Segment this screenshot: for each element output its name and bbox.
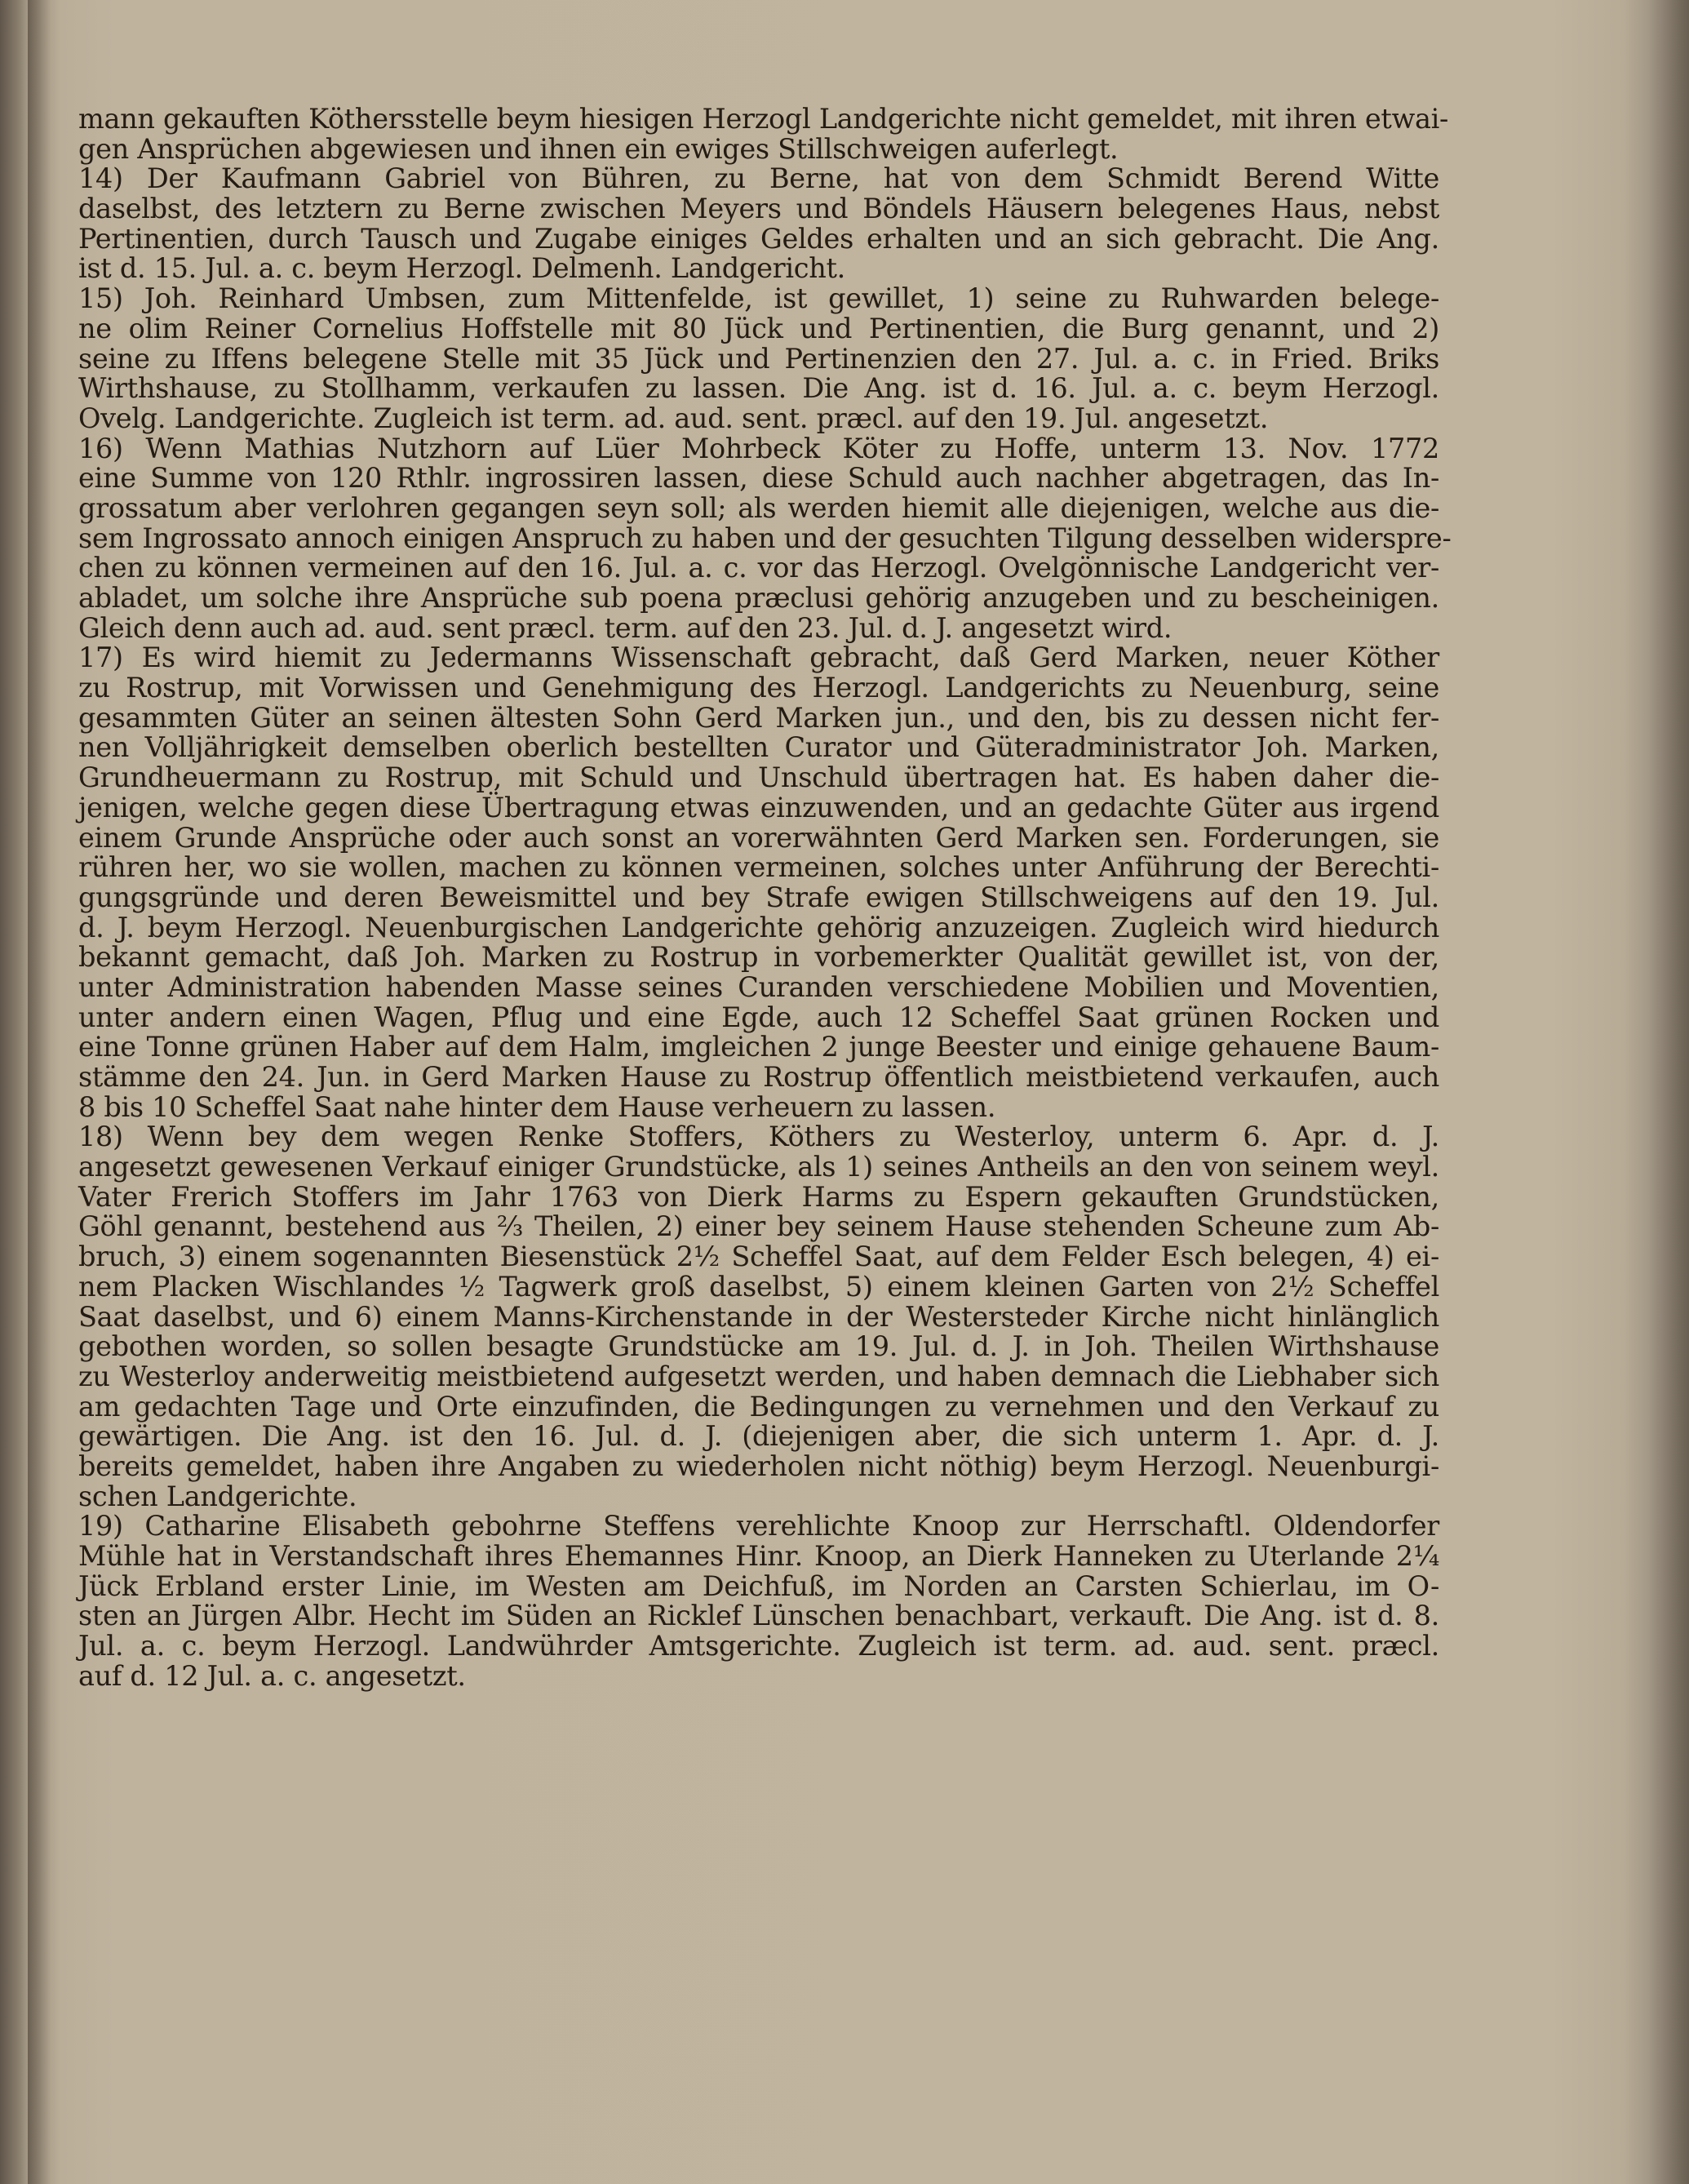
- text-line: gewärtigen. Die Ang. ist den 16. Jul. d. J. (diejenigen aber, die sich unterm 1. Apr. d. J.: [78, 1420, 1439, 1453]
- text-line: daselbst, des letztern zu Berne zwischen Meyers und Böndels Häusern belegenes Haus, nebst: [78, 193, 1439, 225]
- text-line: bekannt gemacht, daß Joh. Marken zu Rostrup in vorbemerkter Qualität gewillet ist, von der,: [78, 941, 1439, 974]
- text-line: ist d. 15. Jul. a. c. beym Herzogl. Delmenh. Landgericht.: [78, 252, 845, 285]
- text-line: Pertinentien, durch Tausch und Zugabe einiges Geldes erhalten und an sich gebracht. Die Ang.: [78, 222, 1439, 255]
- text-line: nem Placken Wischlandes ½ Tagwerk groß daselbst, 5) einem kleinen Garten von 2½ Scheffel: [78, 1270, 1439, 1303]
- text-line: chen zu können vermeinen auf den 16. Jul. a. c. vor das Herzogl. Ovelgönnische Landgericht ver-: [78, 552, 1439, 584]
- text-line: ne olim Reiner Cornelius Hoffstelle mit 80 Jück und Pertinentien, die Burg genannt, und 2): [78, 312, 1439, 344]
- text-line: jenigen, welche gegen diese Übertragung etwas einzuwenden, und an gedachte Güter aus irgend: [78, 791, 1439, 823]
- text-line: Mühle hat in Verstandschaft ihres Ehemannes Hinr. Knoop, an Dierk Hanneken zu Uterlande 2¼: [78, 1540, 1439, 1572]
- text-line: Wirthshause, zu Stollhamm, verkaufen zu lassen. Die Ang. ist d. 16. Jul. a. c. beym Herzogl.: [78, 372, 1439, 405]
- text-line: Göhl genannt, bestehend aus ⅔ Theilen, 2) einer bey seinem Hause stehenden Scheune zum Ab-: [78, 1210, 1439, 1243]
- text-line: gen Ansprüchen abgewiesen und ihnen ein ewiges Stillschweigen auferlegt.: [78, 132, 1119, 165]
- text-line: bruch, 3) einem sogenannten Biesenstück 2½ Scheffel Saat, auf dem Felder Esch belegen, 4) ei-: [78, 1241, 1439, 1273]
- text-line: d. J. beym Herzogl. Neuenburgischen Landgerichte gehörig anzuzeigen. Zugleich wird hiedurch: [78, 911, 1439, 943]
- text-line: 19) Catharine Elisabeth gebohrne Steffens verehlichte Knoop zur Herrschaftl. Oldendorfer: [78, 1510, 1439, 1543]
- text-line: abladet, um solche ihre Ansprüche sub poena præclusi gehörig anzugeben und zu bescheinigen.: [78, 582, 1439, 614]
- text-line: Grundheuermann zu Rostrup, mit Schuld und Unschuld übertragen hat. Es haben daher die-: [78, 761, 1439, 794]
- body-text: [78, 103, 1452, 1692]
- text-line: seine zu Iffens belegene Stelle mit 35 Jück und Pertinenzien den 27. Jul. a. c. in Fried. Briks: [78, 342, 1439, 375]
- text-line: sten an Jürgen Albr. Hecht im Süden an Ricklef Lünschen benachbart, verkauft. Die Ang. ist d. 8.: [78, 1600, 1439, 1632]
- text-line: 14) Der Kaufmann Gabriel von Bühren, zu Berne, hat von dem Schmidt Berend Witte: [78, 162, 1439, 195]
- text-line: sem Ingrossato annoch einigen Anspruch zu haben und der gesuchten Tilgung desselben widerspre-: [78, 522, 1452, 554]
- text-line: nen Volljährigkeit demselben oberlich bestellten Curator und Güteradministrator Joh. Marken,: [78, 731, 1439, 764]
- text-line: unter andern einen Wagen, Pflug und eine Egde, auch 12 Scheffel Saat grünen Rocken und: [78, 1001, 1439, 1033]
- text-line: am gedachten Tage und Orte einzufinden, die Bedingungen zu vernehmen und den Verkauf zu: [78, 1390, 1439, 1423]
- text-line: 18) Wenn bey dem wegen Renke Stoffers, Köthers zu Westerloy, unterm 6. Apr. d. J.: [78, 1121, 1439, 1153]
- text-line: eine Tonne grünen Haber auf dem Halm, imgleichen 2 junge Beester und einige gehauene Baum-: [78, 1031, 1439, 1063]
- text-line: Jück Erbland erster Linie, im Westen am Deichfuß, im Norden an Carsten Schierlau, im O-: [78, 1569, 1439, 1602]
- text-line: mann gekauften Köthersstelle beym hiesigen Herzogl Landgerichte nicht gemeldet, mit ihren etwai-: [78, 103, 1449, 135]
- text-line: Vater Frerich Stoffers im Jahr 1763 von Dierk Harms zu Espern gekauften Grundstücken,: [78, 1180, 1439, 1213]
- text-line: 17) Es wird hiemit zu Jedermanns Wissenschaft gebracht, daß Gerd Marken, neuer Köther: [78, 641, 1439, 674]
- page-edge-shadow: [1648, 0, 1689, 2184]
- text-line: einem Grunde Ansprüche oder auch sonst an vorerwähnten Gerd Marken sen. Forderungen, sie: [78, 821, 1439, 854]
- text-line: Ovelg. Landgerichte. Zugleich ist term. ad. aud. sent. præcl. auf den 19. Jul. angesetzt.: [78, 402, 1269, 434]
- text-line: Saat daselbst, und 6) einem Manns-Kirchenstande in der Westersteder Kirche nicht hinlänglich: [78, 1300, 1439, 1333]
- text-line: eine Summe von 120 Rthlr. ingrossiren lassen, diese Schuld auch nachher abgetragen, das In-: [78, 462, 1439, 495]
- text-line: rühren her, wo sie wollen, machen zu können vermeinen, solches unter Anführung der Berechti-: [78, 851, 1439, 884]
- previous-page-edge: [0, 0, 28, 2184]
- text-line: auf d. 12 Jul. a. c. angesetzt.: [78, 1659, 466, 1692]
- text-line: 8 bis 10 Scheffel Saat nahe hinter dem Hause verheuern zu lassen.: [78, 1090, 996, 1123]
- text-line: gesammten Güter an seinen ältesten Sohn Gerd Marken jun., und den, bis zu dessen nicht fer-: [78, 701, 1439, 734]
- text-line: 15) Joh. Reinhard Umbsen, zum Mittenfelde, ist gewillet, 1) seine zu Ruhwarden belege-: [78, 282, 1439, 315]
- text-line: grossatum aber verlohren gegangen seyn soll; als werden hiemit alle diejenigen, welche aus die-: [78, 491, 1439, 524]
- text-line: unter Administration habenden Masse seines Curanden verschiedene Mobilien und Moventien,: [78, 970, 1439, 1003]
- text-line: zu Westerloy anderweitig meistbietend aufgesetzt werden, und haben demnach die Liebhaber sich: [78, 1360, 1439, 1392]
- text-line: bereits gemeldet, haben ihre Angaben zu wiederholen nicht nöthig) beym Herzogl. Neuenburgi-: [78, 1449, 1439, 1482]
- text-line: stämme den 24. Jun. in Gerd Marken Hause zu Rostrup öffentlich meistbietend verkaufen, auch: [78, 1061, 1439, 1093]
- text-line: zu Rostrup, mit Vorwissen und Genehmigung des Herzogl. Landgerichts zu Neuenburg, seine: [78, 672, 1439, 704]
- text-line: 16) Wenn Mathias Nutzhorn auf Lüer Mohrbeck Köter zu Hoffe, unterm 13. Nov. 1772: [78, 432, 1439, 464]
- text-line: Jul. a. c. beym Herzogl. Landwührder Amtsgerichte. Zugleich ist term. ad. aud. sent. præcl.: [78, 1630, 1439, 1662]
- text-line: angesetzt gewesenen Verkauf einiger Grundstücke, als 1) seines Antheils an den von seinem weyl.: [78, 1151, 1439, 1183]
- text-line: schen Landgerichte.: [78, 1480, 357, 1512]
- text-line: gebothen worden, so sollen besagte Grundstücke am 19. Jul. d. J. in Joh. Theilen Wirthshause: [78, 1330, 1439, 1363]
- text-line: Gleich denn auch ad. aud. sent præcl. term. auf den 23. Jul. d. J. angesetzt wird.: [78, 611, 1173, 644]
- text-line: gungsgründe und deren Beweismittel und bey Strafe ewigen Stillschweigens auf den 19. Jul.: [78, 881, 1439, 913]
- book-gutter-shadow: [28, 0, 60, 2184]
